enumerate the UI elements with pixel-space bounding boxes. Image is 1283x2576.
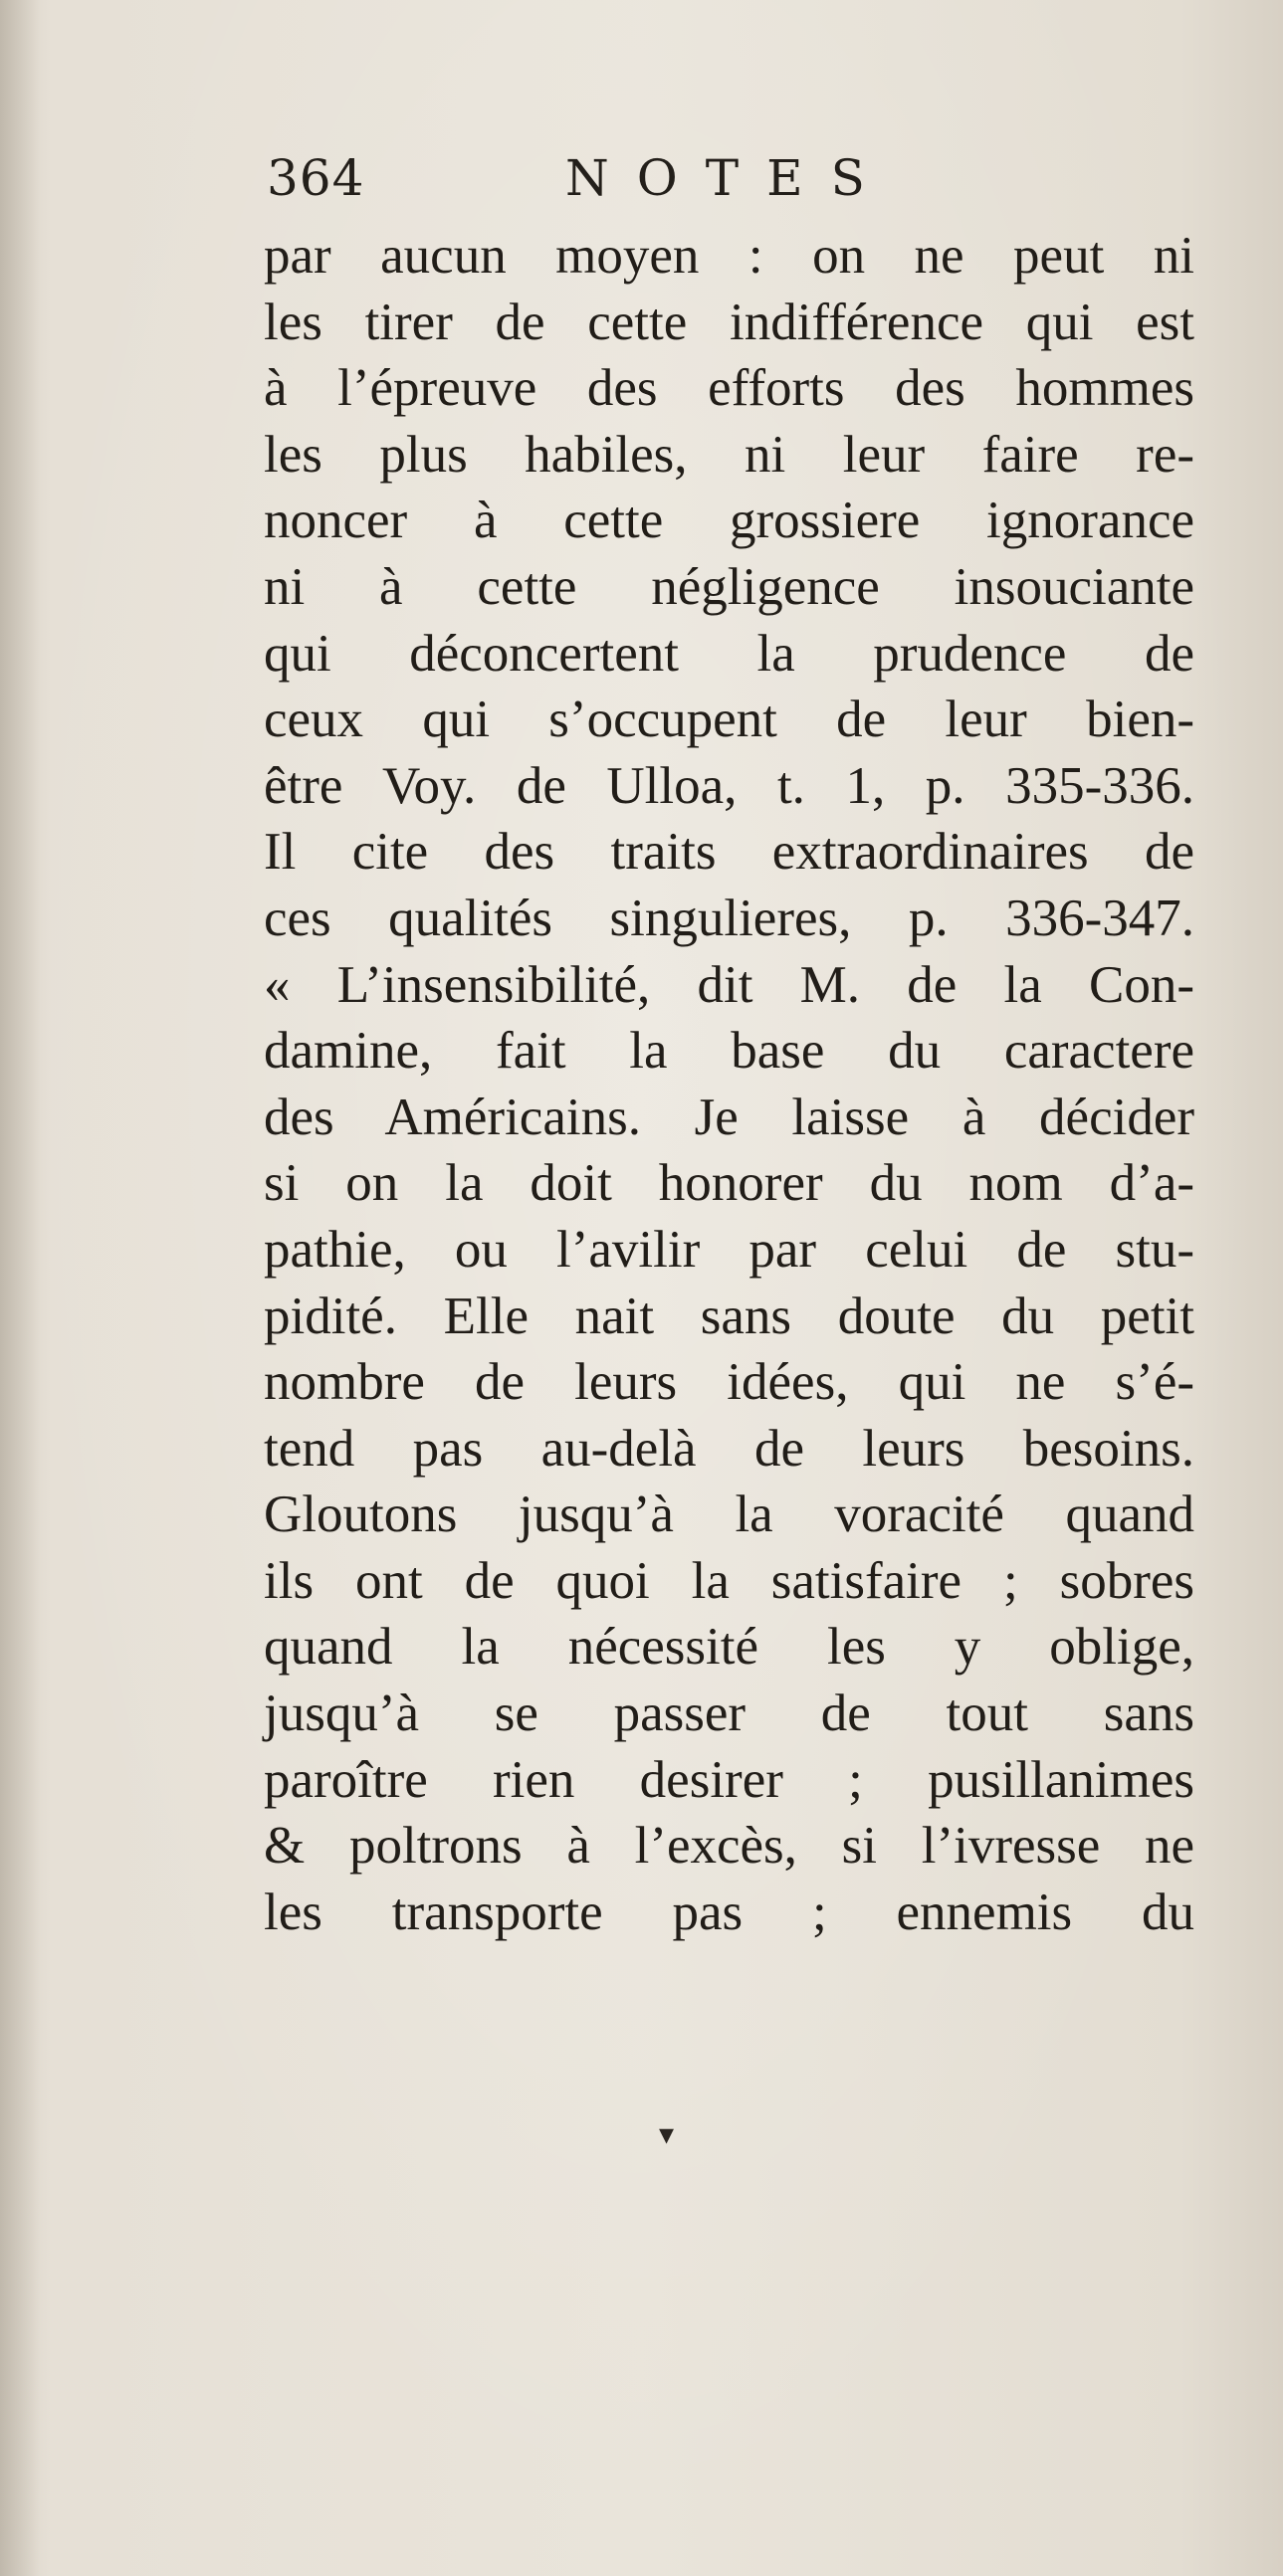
text-line: les tirer de cette indifférence qui est xyxy=(264,293,1194,351)
text-line: les transporte pas ; ennemis du xyxy=(264,1882,1194,1941)
text-line: paroître rien desirer ; pusillanimes xyxy=(264,1750,1194,1809)
stray-ink-mark: ▾ xyxy=(659,2117,675,2152)
text-line: si on la doit honorer du nom d’a- xyxy=(264,1154,1194,1213)
text-line: & poltrons à l’excès, si l’ivresse ne xyxy=(264,1817,1194,1876)
text-line: qui déconcertent la prudence de xyxy=(264,624,1194,683)
text-line: quand la nécessité les y oblige, xyxy=(264,1618,1194,1677)
text-line: jusqu’à se passer de tout sans xyxy=(264,1684,1194,1743)
text-line: Il cite des traits extraordinaires de xyxy=(264,823,1194,882)
text-line: ils ont de quoi la satisfaire ; sobres xyxy=(264,1551,1194,1610)
text-line: « L’insensibilité, dit M. de la Con- xyxy=(264,955,1194,1014)
text-line: damine, fait la base du caractere xyxy=(264,1022,1194,1081)
text-line: ces qualités singulieres, p. 336-347. xyxy=(264,889,1194,947)
text-line: nombre de leurs idées, qui ne s’é- xyxy=(264,1353,1194,1412)
text-line: les plus habiles, ni leur faire re- xyxy=(264,425,1194,484)
text-line: ceux qui s’occupent de leur bien- xyxy=(264,691,1194,749)
body-text xyxy=(264,223,1194,1945)
text-line: être Voy. de Ulloa, t. 1, p. 335-336. xyxy=(264,756,1194,815)
text-line: ni à cette négligence insouciante xyxy=(264,557,1194,616)
spine-shadow xyxy=(0,0,40,2576)
text-line: à l’épreuve des efforts des hommes xyxy=(264,359,1194,418)
text-line: noncer à cette grossiere ignorance xyxy=(264,492,1194,550)
running-head: NOTES xyxy=(565,149,893,207)
page-number: 364 xyxy=(267,149,365,207)
page-header xyxy=(267,149,1192,229)
text-line: Gloutons jusqu’à la voracité quand xyxy=(264,1486,1194,1544)
text-line: pidité. Elle nait sans doute du petit xyxy=(264,1287,1194,1345)
text-line: par aucun moyen : on ne peut ni xyxy=(264,227,1194,285)
text-line: des Américains. Je laisse à décider xyxy=(264,1088,1194,1146)
text-line: pathie, ou l’avilir par celui de stu- xyxy=(264,1220,1194,1279)
text-line: tend pas au-delà de leurs besoins. xyxy=(264,1419,1194,1478)
